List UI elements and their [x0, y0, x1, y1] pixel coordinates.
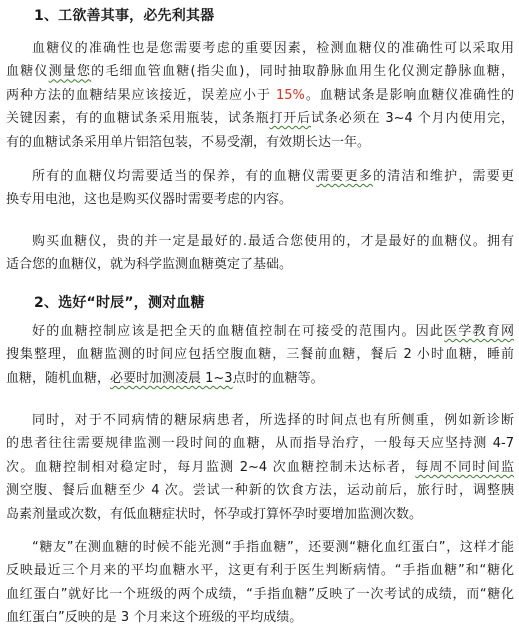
text-line: 购买血糖仪，贵的并一定是最好的.最适合您使用的，才是最好的血糖仪。拥有	[32, 234, 514, 249]
spellcheck-mark: 每周不同时间监	[415, 459, 514, 475]
text-line: 血红蛋白”就好比一个班级的两个成绩，“手指血糖”反映了一次考试的成绩，而“糖化	[6, 586, 514, 602]
paragraph-maintenance	[6, 165, 514, 212]
section-heading-2: 2、选好“时辰”，测对血糖	[34, 295, 205, 311]
text-line: 换专用电池，这也是购买仪器时需要考虑的内容。	[6, 192, 293, 208]
text-line: 岛素剂量或次数，有低血糖症状时，怀孕或打算怀孕时要增加监测次数。	[6, 506, 423, 522]
text-line: 有的血糖试条采用单片铝箔包装，不易受潮，有效期长达一年。	[6, 134, 371, 150]
text-line: 血糖仪测量您的毛细血管血糖(指尖血)，同时抽取静脉血用生化仪测定静脉血糖，	[6, 64, 514, 80]
text-line: 适合您的血糖仪，就为科学监测血糖奠定了基础。	[6, 257, 293, 273]
section-heading-1: 1、工欲善其事，必先利其器	[34, 8, 215, 24]
spellcheck-mark: 测量您	[48, 64, 92, 80]
text-line: 血糖，随机血糖，必要时加测凌晨 1~3点时的血糖等。	[6, 370, 324, 386]
spellcheck-mark: 医学教育网	[444, 324, 514, 339]
text-line: 血红蛋白”反映的是 3 个月来这个班级的平均成绩。	[6, 610, 303, 626]
spellcheck-mark: 需要更多	[316, 169, 374, 184]
text-line: 好的血糖控制应该是把全天的血糖值控制在可接受的范围内。因此医学教育网	[32, 324, 514, 339]
paragraph-hba1c	[6, 536, 514, 630]
spellcheck-mark: 必要时加测凌晨 1~3	[110, 370, 233, 386]
text-line: “糖友”在测血糖的时候不能光测“手指血糖”，还要测“糖化血红蛋白”，这样才能	[32, 540, 514, 555]
text-line: 搜集整理，血糖监测的时间应包括空腹血糖，三餐前血糖，餐后 2 小时血糖，睡前	[6, 347, 514, 363]
text-line: 的患者往往需要规律监测一段时间的血糖，从而指导治疗，一般每天应坚持测 4-7	[6, 436, 514, 452]
paragraph-patient-groups	[6, 409, 514, 526]
paragraph-monitoring-times	[6, 320, 514, 390]
text-line: 两种方法的血糖结果应该接近，误差应小于 15%。血糖试条是影响血糖仪准确性的	[6, 87, 514, 103]
text-line: 关键因素，有的血糖试条采用瓶装，试条瓶打开后试条必须在 3~4 个月内使用完，	[6, 111, 514, 127]
text-line: 次。血糖控制相对稳定时，每月监测 2~4 次血糖控制未达标者，每周不同时间监	[6, 459, 514, 475]
text-line: 同时，对于不同病情的糖尿病患者，所选择的时间点也有所侧重，例如新诊断	[32, 413, 514, 428]
highlighted-percentage: 15%	[275, 87, 305, 103]
text-line: 所有的血糖仪均需要适当的保养，有的血糖仪需要更多的清洁和维护，需要更	[32, 169, 514, 184]
paragraph-purchase	[6, 230, 514, 277]
text-line: 测空腹、餐后血糖至少 4 次。尝试一种新的饮食方法，运动前后，旅行时，调整胰	[6, 483, 514, 499]
paragraph-accuracy	[6, 37, 514, 154]
text-line: 反映最近三个月来的平均血糖水平，这更有利于医生判断病情。“手指血糖”和“糖化	[6, 563, 514, 579]
text-line: 血糖仪的准确性也是您需要考虑的重要因素，检测血糖仪的准确性可以采取用	[32, 41, 514, 56]
spellcheck-mark: 打开后	[269, 111, 312, 127]
